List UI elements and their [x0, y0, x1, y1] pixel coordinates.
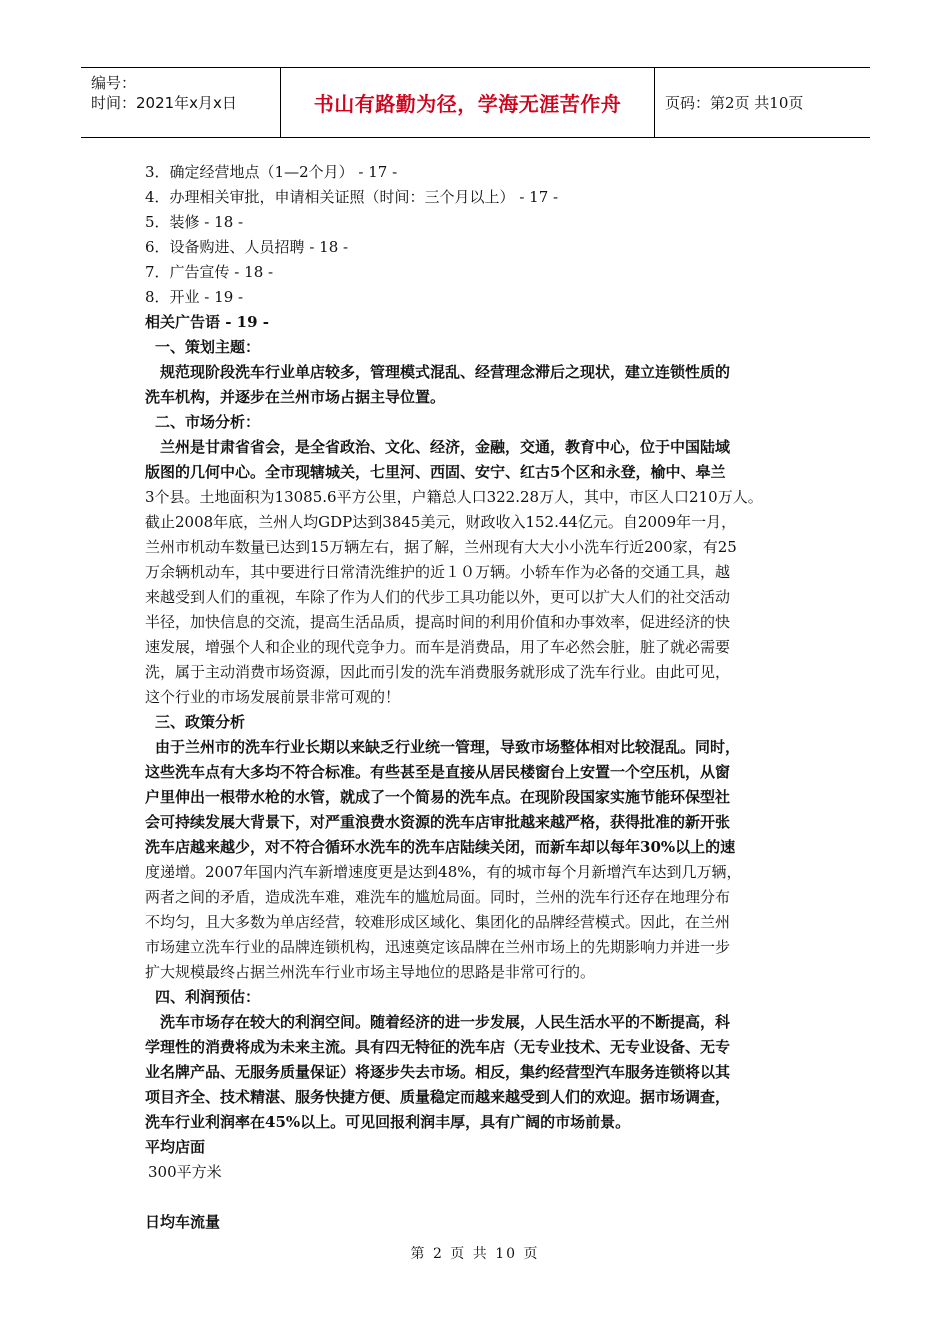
paragraph-line: 万余辆机动车，其中要进行日常清洗维护的近１０万辆。小轿车作为必备的交通工具，越	[145, 563, 731, 581]
paragraph-line: 洗车店越来越少，对不符合循环水洗车的洗车店陆续关闭，而新车却以每年30%以上的速	[145, 838, 736, 856]
paragraph-line: 来越受到人们的重视，车除了作为人们的代步工具功能以外，更可以扩大人们的社交活动	[145, 588, 731, 606]
time-label: 时间：2021年x月x日	[91, 94, 237, 112]
section-title: 四、利润预估：	[155, 988, 261, 1006]
paragraph-line: 学理性的消费将成为未来主流。具有四无特征的洗车店（无专业技术、无专业设备、无专	[145, 1038, 731, 1056]
paragraph-line: 版图的几何中心。全市现辖城关，七里河、西固、安宁、红古5个区和永登，榆中、皋兰	[145, 463, 726, 481]
paragraph-line: 洗，属于主动消费市场资源，因此而引发的洗车消费服务就形成了洗车行业。由此可见，	[145, 663, 731, 681]
paragraph-line: 这些洗车点有大多均不符合标准。有些甚至是直接从居民楼窗台上安置一个空压机，从窗	[145, 763, 731, 781]
paragraph-line: 两者之间的矛盾，造成洗车难，难洗车的尴尬局面。同时，兰州的洗车行还存在地理分布	[145, 888, 731, 906]
page-footer: 第 2 页 共 10 页	[410, 1246, 540, 1262]
paragraph-line: 兰州是甘肃省省会，是全省政治、文化、经济，金融，交通，教育中心，位于中国陆域	[160, 438, 731, 456]
paragraph-line: 度递增。2007年国内汽车新增速度更是达到48%，有的城市每个月新增汽车达到几万辆，	[145, 863, 742, 881]
page-info: 页码：第2页 共10页	[665, 94, 804, 112]
paragraph-line: 洗车市场存在较大的利润空间。随着经济的进一步发展，人民生活水平的不断提高，科	[160, 1013, 731, 1031]
paragraph-line: 项目齐全、技术精湛、服务快捷方便、质量稳定而越来越受到人们的欢迎。据市场调查，	[145, 1088, 731, 1106]
motto: 书山有路勤为径，学海无涯苦作舟	[313, 92, 622, 116]
section-title: 二、市场分析：	[155, 413, 261, 431]
toc-item: 相关广告语 - 19 -	[145, 313, 269, 331]
paragraph-line: 3个县。土地面积为13085.6平方公里，户籍总人口322.28万人，其中，市区人口210万人。	[145, 488, 763, 506]
toc-item: 6．设备购进、人员招聘 - 18 -	[145, 238, 349, 256]
paragraph-line: 扩大规模最终占据兰州洗车行业市场主导地位的思路是非常可行的。	[145, 963, 596, 981]
paragraph-line: 这个行业的市场发展前景非常可观的！	[145, 688, 401, 706]
paragraph-line: 规范现阶段洗车行业单店较多，管理模式混乱、经营理念滞后之现状，建立连锁性质的	[160, 363, 731, 381]
number-label: 编号：	[91, 74, 137, 92]
paragraph-line: 不均匀，且大多数为单店经营，较难形成区域化、集团化的品牌经营模式。因此，在兰州	[145, 913, 731, 931]
section-title: 三、政策分析	[155, 713, 246, 731]
toc-item: 5．装修 - 18 -	[145, 213, 244, 231]
header-meta	[81, 68, 281, 137]
paragraph-line: 截止2008年底，兰州人均GDP达到3845美元，财政收入152.44亿元。自2009年一月，	[145, 513, 737, 531]
header-motto-cell	[281, 68, 655, 137]
paragraph-line: 户里伸出一根带水枪的水管，就成了一个简易的洗车点。在现阶段国家实施节能环保型社	[145, 788, 731, 806]
toc-item: 8．开业 - 19 -	[145, 288, 244, 306]
toc-item: 3．确定经营地点（1—2个月） - 17 -	[145, 163, 398, 181]
daily-traffic-label: 日均车流量	[145, 1213, 221, 1231]
paragraph-line: 半径，加快信息的交流，提高生活品质，提高时间的利用价值和办事效率，促进经济的快	[145, 613, 731, 631]
header-table	[81, 67, 870, 138]
paragraph-line: 业名牌产品、无服务质量保证）将逐步失去市场。相反，集约经营型汽车服务连锁将以其	[145, 1063, 731, 1081]
spacer	[145, 1185, 815, 1210]
avg-store-value: 300平方米	[148, 1163, 222, 1181]
section-title: 一、策划主题：	[155, 338, 261, 356]
document-body	[145, 160, 815, 1235]
paragraph-line: 洗车行业利润率在45%以上。可见回报利润丰厚，具有广阔的市场前景。	[145, 1113, 631, 1131]
paragraph-line: 兰州市机动车数量已达到15万辆左右，据了解，兰州现有大大小小洗车行近200家，有25	[145, 538, 737, 556]
toc-item: 4．办理相关审批，申请相关证照（时间：三个月以上） - 17 -	[145, 188, 559, 206]
paragraph-line: 市场建立洗车行业的品牌连锁机构，迅速奠定该品牌在兰州市场上的先期影响力并进一步	[145, 938, 731, 956]
avg-store-label: 平均店面	[145, 1138, 206, 1156]
paragraph-line: 洗车机构，并逐步在兰州市场占据主导位置。	[145, 388, 446, 406]
paragraph-line: 会可持续发展大背景下，对严重浪费水资源的洗车店审批越来越严格，获得批准的新开张	[145, 813, 731, 831]
paragraph-line: 由于兰州市的洗车行业长期以来缺乏行业统一管理，导致市场整体相对比较混乱。同时，	[155, 738, 741, 756]
paragraph-line: 速发展，增强个人和企业的现代竞争力。而车是消费品，用了车必然会脏，脏了就必需要	[145, 638, 731, 656]
toc-item: 7．广告宣传 - 18 -	[145, 263, 274, 281]
